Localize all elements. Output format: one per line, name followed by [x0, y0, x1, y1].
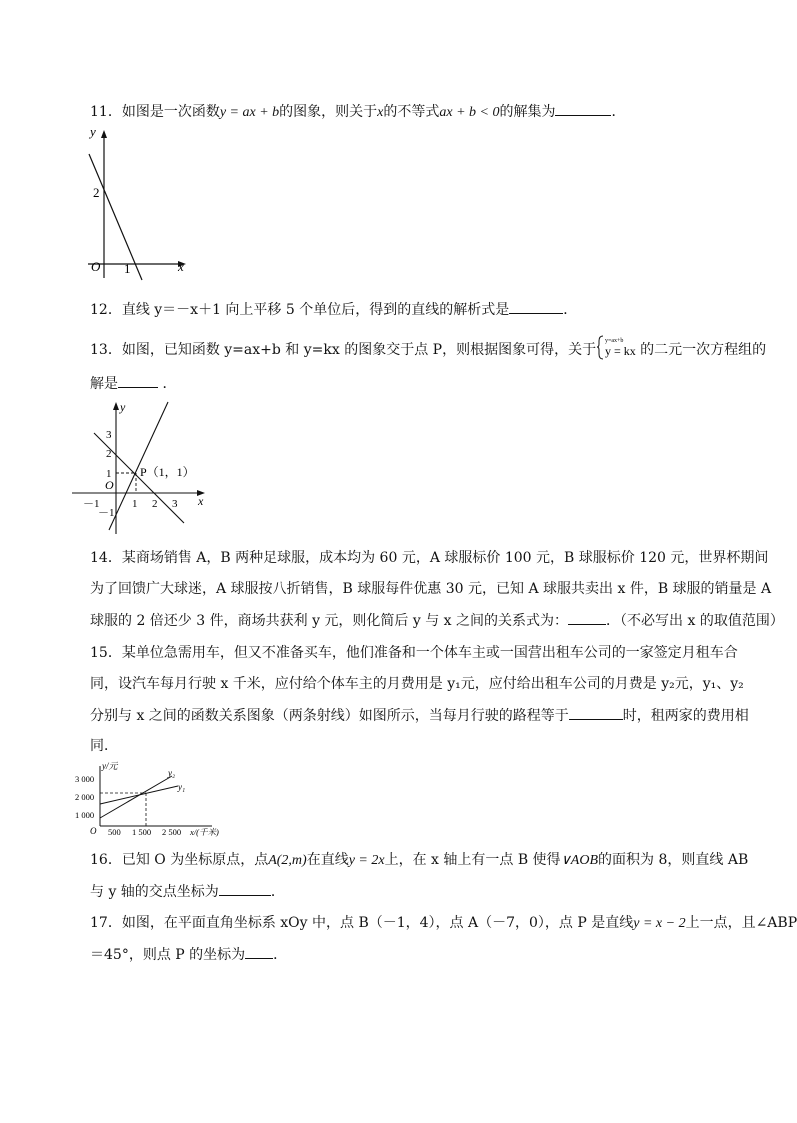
system-brace: [596, 334, 640, 360]
q15-line2: 同，设汽车每月行驶 x 千米，应付给个体车主的月费用是 y₁元，应付给出租车公司的月费是 y₂元，y₁、y₂: [90, 676, 744, 692]
q16-text-c: 上，在 x 轴上有一点 B 使得: [384, 852, 561, 868]
question-14-line3: [90, 610, 784, 631]
series-line-y2: [100, 776, 172, 818]
q13-graph: [68, 398, 210, 538]
answer-blank[interactable]: [219, 881, 271, 896]
q16-line2: 与 y 轴的交点坐标为: [90, 884, 219, 900]
q16-line-equation: y = 2x: [348, 853, 385, 868]
q12-text: 12．直线 y＝－x＋1 向上平移 5 个单位后，得到的直线的解析式是: [90, 302, 510, 318]
q17-text-b: 上一点，且∠ABP: [685, 915, 797, 931]
system-bottom: y = kx: [605, 344, 636, 358]
series-line-y1: [100, 786, 178, 804]
y-tick-label: 2: [106, 448, 112, 460]
question-15-line2: [90, 674, 744, 694]
question-16: [90, 850, 748, 871]
x-tick-label: 1: [124, 261, 131, 276]
answer-blank[interactable]: [245, 944, 273, 959]
y-axis-label: y: [90, 124, 96, 139]
x-tick-label: 2: [152, 498, 158, 510]
q14-line3: 球服的 2 倍还少 3 件，商场共获利 y 元，则化简后 y 与 x 之间的关系式为：: [90, 613, 569, 629]
x-axis-label: x: [198, 494, 204, 508]
q13-line2: 解是: [90, 376, 118, 392]
origin-label: O: [90, 826, 97, 836]
q17-text-a: 17．如图，在平面直角坐标系 xOy 中，点 B（－1，4），点 A（－7，0），点 P 是直线: [90, 915, 634, 931]
answer-blank[interactable]: [555, 101, 611, 116]
q11-end: ．: [611, 104, 626, 120]
point-p-label: P（1，1）: [140, 465, 195, 479]
q15-line3-end: 时，租两家的费用相: [622, 708, 749, 724]
question-15-line3: [90, 705, 749, 726]
x-tick-label: 500: [108, 827, 121, 837]
x-axis-label: x/(千米): [190, 827, 219, 837]
y-tick-label: 2: [93, 185, 100, 200]
q13-text-b: 的二元一次方程组的: [640, 342, 767, 358]
q17-end: ．: [273, 947, 288, 963]
question-13: [90, 336, 766, 360]
y-tick-label: 3: [106, 429, 112, 441]
y-tick-label: 1 000: [75, 810, 95, 820]
answer-blank[interactable]: [569, 705, 623, 720]
x-tick-label: 1 500: [132, 827, 152, 837]
x-tick-label: 2 500: [162, 827, 182, 837]
q17-line-equation: y = x − 2: [633, 916, 686, 931]
q11-graph: [82, 124, 192, 282]
answer-blank[interactable]: [509, 299, 563, 314]
y-tick-label: －1: [98, 507, 115, 519]
q15-line4: 同．: [90, 738, 118, 754]
y-tick-label: 3 000: [75, 774, 95, 784]
q11-text-d: 的解集为: [499, 104, 556, 120]
question-14-line2: [90, 579, 771, 599]
q13-end: ．: [162, 376, 177, 392]
q11-inequality: ax + b < 0: [439, 105, 500, 120]
question-17: [90, 913, 797, 934]
q16-triangle: ∨AOB: [560, 853, 599, 868]
q14-line1: 14．某商场销售 A，B 两种足球服，成本均为 60 元，A 球服标价 100 元，B 球服标价 120 元，世界杯期间: [90, 550, 769, 566]
equation-system: [596, 336, 640, 360]
question-13-line2: [90, 373, 176, 394]
q16-text-d: 的面积为 8，则直线 AB: [598, 852, 749, 868]
q12-end: ．: [563, 302, 578, 318]
series-label-y1: y₁: [178, 782, 186, 792]
y-axis-arrow: [101, 130, 107, 138]
x-tick-label: 3: [172, 498, 178, 510]
q11-function: y = ax + b: [219, 105, 280, 120]
q11-text: 11．如图是一次函数: [90, 104, 220, 120]
y-axis-label: y/元: [102, 761, 118, 771]
q14-line2: 为了回馈广大球迷，A 球服按八折销售，B 球服每件优惠 30 元，已知 A 球服共卖出 x 件，B 球服的销量是 A: [90, 581, 772, 597]
system-top: y=ax+b: [605, 338, 624, 344]
x-axis-label: x: [178, 259, 184, 274]
y-axis-label: y: [120, 400, 126, 414]
question-15: [90, 643, 738, 663]
y-axis-arrow: [113, 402, 119, 410]
q11-text-b: 的图象，则关于: [279, 104, 378, 120]
answer-blank[interactable]: [568, 610, 606, 625]
question-12: [90, 299, 577, 320]
answer-blank[interactable]: [118, 373, 158, 388]
series-label-y2: y₂: [168, 768, 176, 778]
question-14: [90, 548, 768, 568]
q17-line2: ＝45°，则点 P 的坐标为: [90, 947, 246, 963]
q16-text-a: 16．已知 O 为坐标原点，点: [90, 852, 269, 868]
q15-line3: 分别与 x 之间的函数关系图象（两条射线）如图所示，当每月行驶的路程等于: [90, 708, 569, 724]
q16-text-b: 在直线: [306, 852, 349, 868]
x-tick-label: 1: [132, 498, 138, 510]
question-11: [90, 101, 625, 123]
question-17-line2: [90, 944, 287, 965]
q16-point: A(2,m): [268, 853, 307, 868]
q15-line1: 15．某单位急需用车，但又不准备买车，他们准备和一个体车主或一国营出租车公司的一家签定月租车合: [90, 645, 738, 661]
question-15-line4: [90, 736, 118, 756]
question-16-line2: [90, 881, 285, 902]
q15-graph: [75, 760, 228, 837]
x-tick-label: －1: [83, 498, 100, 510]
origin-label: O: [91, 259, 101, 274]
y-tick-label: 2 000: [75, 792, 95, 802]
q16-end: ．: [270, 884, 285, 900]
q14-line3-end: ．（不必写出 x 的取值范围）: [606, 613, 784, 629]
q11-text-c: 的不等式: [383, 104, 440, 120]
y-tick-label: 1: [106, 468, 112, 480]
q11-var: x: [377, 105, 384, 120]
q13-text: 13．如图，已知函数 y=ax+b 和 y=kx 的图象交于点 P，则根据图象可得，关于: [90, 342, 597, 358]
origin-label: O: [105, 478, 114, 492]
